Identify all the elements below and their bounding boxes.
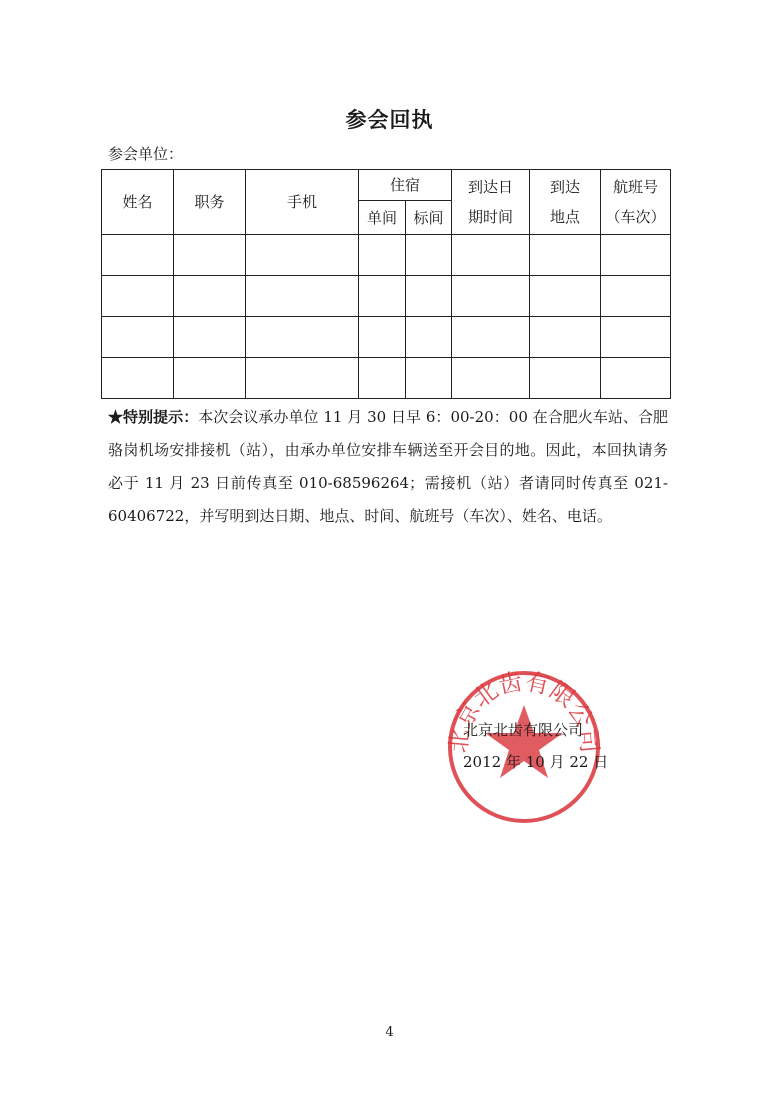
attending-unit-label: 参会单位：	[108, 145, 184, 163]
cell-name[interactable]	[102, 317, 174, 358]
cell-mobile[interactable]	[246, 276, 359, 317]
cell-single-room[interactable]	[359, 235, 406, 276]
cell-mobile[interactable]	[246, 317, 359, 358]
header-arrival-time-line1: 到达日	[468, 178, 514, 196]
cell-name[interactable]	[102, 235, 174, 276]
cell-arrival-place[interactable]	[530, 276, 601, 317]
cell-name[interactable]	[102, 276, 174, 317]
cell-position[interactable]	[174, 317, 246, 358]
cell-standard-room[interactable]	[406, 235, 452, 276]
cell-position[interactable]	[174, 358, 246, 399]
header-standard-room: 标间	[406, 201, 452, 235]
header-arrival-place	[530, 170, 601, 235]
seal-text: 北京北齿有限公司	[444, 667, 604, 755]
page-number: 4	[385, 1025, 394, 1040]
header-flight-line2: （车次）	[605, 208, 666, 226]
header-name: 姓名	[102, 170, 174, 235]
cell-arrival-time[interactable]	[452, 276, 530, 317]
table-row	[102, 317, 671, 358]
cell-arrival-place[interactable]	[530, 358, 601, 399]
header-arrival-time	[452, 170, 530, 235]
cell-position[interactable]	[174, 235, 246, 276]
header-arrival-place-line2: 地点	[550, 208, 581, 226]
notice-lead: ★特别提示：	[108, 408, 199, 426]
cell-name[interactable]	[102, 358, 174, 399]
cell-standard-room[interactable]	[406, 276, 452, 317]
cell-mobile[interactable]	[246, 358, 359, 399]
cell-flight[interactable]	[601, 276, 671, 317]
cell-single-room[interactable]	[359, 358, 406, 399]
reply-form-table	[101, 169, 671, 399]
header-arrival-place-line1: 到达	[550, 178, 581, 196]
table-row	[102, 276, 671, 317]
cell-single-room[interactable]	[359, 317, 406, 358]
cell-flight[interactable]	[601, 235, 671, 276]
cell-arrival-time[interactable]	[452, 235, 530, 276]
cell-single-room[interactable]	[359, 276, 406, 317]
header-flight	[601, 170, 671, 235]
cell-flight[interactable]	[601, 358, 671, 399]
special-notice	[108, 401, 668, 533]
cell-arrival-time[interactable]	[452, 317, 530, 358]
document-title: 参会回执	[345, 107, 434, 132]
notice-text: 本次会议承办单位 11 月 30 日早 6：00-20：00 在合肥火车站、合肥骆岗机场安排接机（站），由承办单位安排车辆送至开会目的地。因此，本回执请务必于 11 月 23 日前传真至 010-68596264；需接机（站）者请同时传真至 021-60406722，并写明到达日期、地点、时间、航班号（车次）、姓名、电话。	[108, 408, 668, 525]
cell-arrival-time[interactable]	[452, 358, 530, 399]
cell-arrival-place[interactable]	[530, 317, 601, 358]
header-lodging: 住宿	[359, 170, 452, 201]
header-flight-line1: 航班号	[613, 178, 659, 196]
cell-arrival-place[interactable]	[530, 235, 601, 276]
header-mobile: 手机	[246, 170, 359, 235]
cell-standard-room[interactable]	[406, 358, 452, 399]
header-arrival-time-line2: 期时间	[468, 208, 514, 226]
cell-standard-room[interactable]	[406, 317, 452, 358]
cell-flight[interactable]	[601, 317, 671, 358]
header-single-room: 单间	[359, 201, 406, 235]
header-position: 职务	[174, 170, 246, 235]
signature-company: 北京北齿有限公司	[463, 721, 584, 739]
cell-position[interactable]	[174, 276, 246, 317]
table-row	[102, 235, 671, 276]
table-row	[102, 358, 671, 399]
signature-date: 2012 年 10 月 22 日	[463, 753, 609, 771]
cell-mobile[interactable]	[246, 235, 359, 276]
company-seal-icon	[444, 667, 604, 827]
